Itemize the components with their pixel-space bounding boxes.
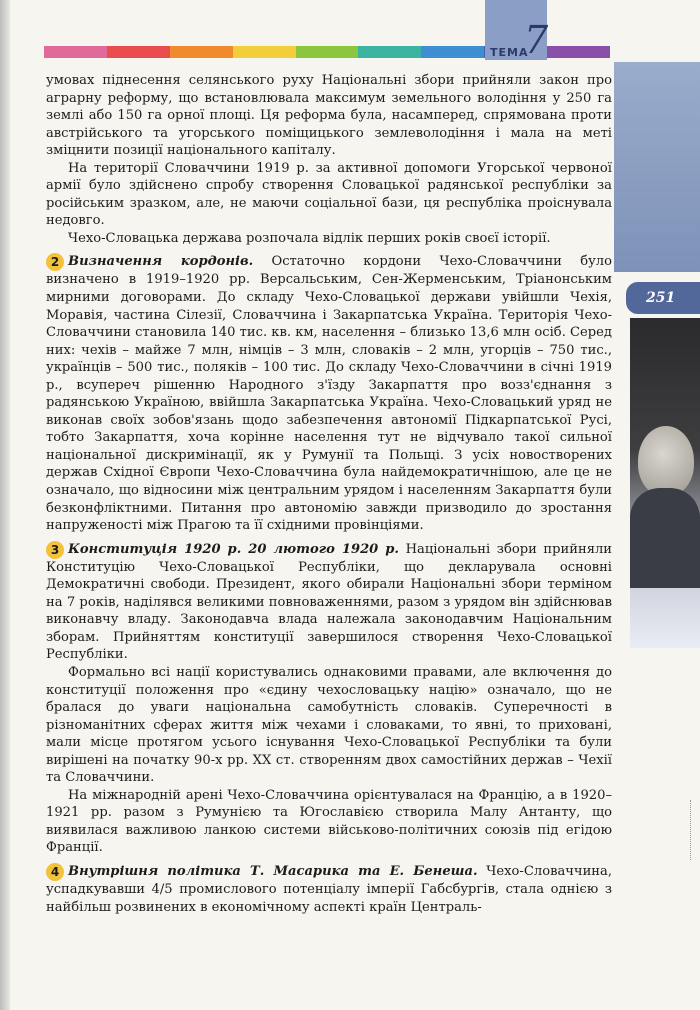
- portrait-coat: [630, 488, 700, 588]
- section-text: Національні збори прийняли Конституцію Чехо-Словацької Республіки, що декларувала основні Демократичні свободи. Президент, якого обирали Національні збори терміном на 7 років, наділявся великими повноваженнями, разом з урядом він здійснював виконавчу владу. Законодавча влада належала законодавчим Національним зборам. Прийняттям конституції завершилося створення Чехо-Словацької Республіки.: [46, 541, 613, 663]
- page-edge-mark: [690, 800, 694, 860]
- paragraph: На території Словаччини 1919 р. за активної допомоги Угорської червоної армії було здійснено спробу створення Словацької радянської республіки за російським зразком, але, не маючи соціальної бази, ця республіка проіснувала недовго.: [46, 160, 612, 229]
- section-number-badge: 2: [46, 253, 64, 271]
- section-title: Визначення кордонів.: [68, 254, 254, 270]
- page-number: 251: [626, 282, 700, 314]
- section-number-badge: 3: [46, 541, 64, 559]
- portrait-photo: [630, 318, 700, 648]
- stripe-segment: [421, 46, 484, 58]
- stripe-segment: [170, 46, 233, 58]
- paragraph: Формально всі нації користувались однаковими правами, але включення до конституції положення про «єдину чехословацьку націю» означало, що не бралася до уваги національна самобутність словаків. Суперечності в різноманітних сферах життя між чехами і словаками, то явні, то приховані, мали місце протягом усього існування Чехо-Словацької Республіки та були вирішені на початку 90-х рр. XX ст. створенням двох самостійних держав – Чехії та Словаччини.: [46, 664, 612, 786]
- tema-label: ТЕМА: [490, 46, 529, 59]
- stripe-segment: [233, 46, 296, 58]
- section-title: Внутрішня політика Т. Масарика та Е. Бенеша.: [68, 863, 478, 879]
- section-number-badge: 4: [46, 863, 64, 881]
- section-text: Чехо-Словаччина, успадкувавши 4/5 промислового потенціалу імперії Габсбургів, стала однією з найбільш розвинених в економічному аспекті країн Централь-: [46, 863, 612, 915]
- stripe-segment: [44, 46, 107, 58]
- section-3: [46, 541, 612, 664]
- paragraph: Чехо-Словацька держава розпочала відлік перших років своєї історії.: [68, 230, 551, 246]
- section-4: [46, 863, 612, 916]
- stripe-segment: [358, 46, 421, 58]
- stripe-segment: [107, 46, 170, 58]
- portrait-head: [638, 426, 694, 496]
- section-2: [46, 253, 612, 534]
- stripe-segment: [296, 46, 359, 58]
- paragraph: умовах піднесення селянського руху Національні збори прийняли закон про аграрну реформу, що встановлювала максимум земельного володіння у 250 га землі або 150 га орної площі. Ця реформа була, насамперед, спрямована проти австрійського та угорського поміщицького землеволодіння і мала на меті зміцнити позиції національного капіталу.: [46, 73, 612, 159]
- section-text: Остаточно кордони Чехо-Словаччини було визначено в 1919–1920 рр. Версальським, Сен-Жерменським, Тріанонським мирними договорами. До складу Чехо-Словацької держави увійшли Чехія, Моравія, частина Сілезії, Словаччина і Закарпатська Україна. Територія Чехо-Словаччини становила 140 тис. кв. км, населення – близько 13,6 млн осіб. Серед них: чехів – майже 7 млн, німців – 3 млн, словаків – 2 млн, угорців – 750 тис., українців – 500 тис., поляків – 100 тис. До складу Чехо-Словаччини в січні 1919 р., всупереч рішенню Народного з'їзду Закарпаття про возз'єднання з радянською Україною, ввійшла Закарпатська Україна. Чехо-Словацький уряд не виконав своїх зобов'язань щодо забезпечення автономії Підкарпатської Русі, тобто Закарпаття, хоча корінне населення тут не відчувало такої сильної національної дискримінації, як у Румунії та Польщі. З усіх новостворених держав Східної Європи Чехо-Словаччина була найдемократичнішою, але це не означало, що відносини між центральним урядом і населенням Закарпаття були безконфліктними. Питання про автономію завжди призводило до зростання напруженості між Прагою та її східними провінціями.: [46, 254, 612, 534]
- stripe-segment: [547, 46, 610, 58]
- section-title: Конституція 1920 р. 20 лютого 1920 р.: [68, 541, 399, 557]
- tema-number: 7: [524, 18, 549, 62]
- side-decor-panel: [614, 62, 700, 272]
- page-spine-shadow: [0, 0, 10, 1010]
- paragraph: На міжнародній арені Чехо-Словаччина орієнтувалася на Францію, а в 1920–1921 рр. разом з Румунією та Югославією створила Малу Антанту, що виявилася важливою ланкою системи військово-політичних союзів під егідою Франції.: [46, 787, 612, 856]
- main-text: [46, 72, 612, 916]
